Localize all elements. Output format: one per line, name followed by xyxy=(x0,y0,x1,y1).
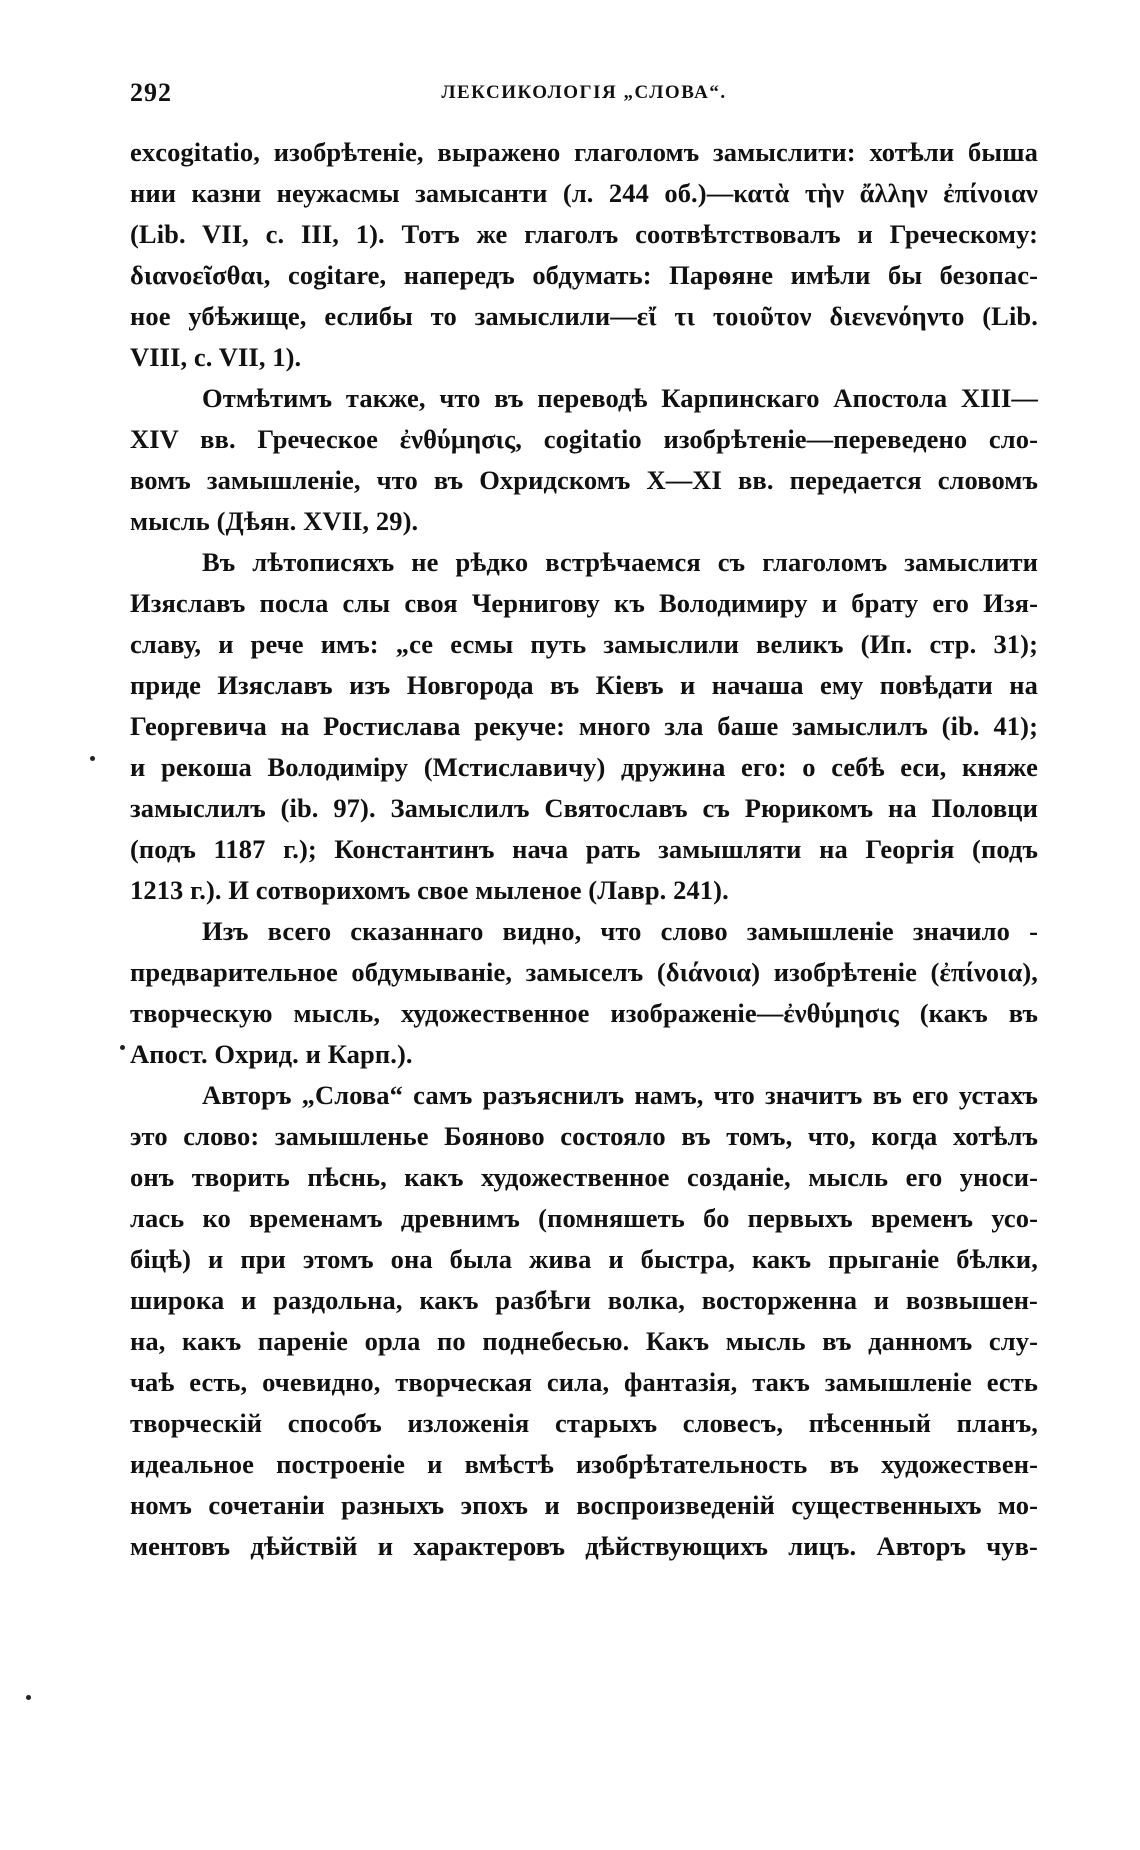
text-line: Георгевича на Ростислава рекуче: много зла баше замыслилъ (ib. 41); xyxy=(130,711,1038,741)
text-line: чаѣ есть, очевидно, творческая сила, фантазія, такъ замышленіе есть xyxy=(130,1367,1038,1397)
text-line: нии казни неужасмы замысанти (л. 244 об.)—κατὰ τὴν ἄλλην ἐπίνοιαν xyxy=(130,178,1038,208)
paragraph-5 xyxy=(130,1075,1038,1567)
paragraph-1 xyxy=(130,132,1038,378)
page-number: 292 xyxy=(130,78,172,107)
text-line: (Lib. VII, c. III, 1). Тотъ же глаголъ соотвѣтствовалъ и Греческому: xyxy=(130,219,1038,249)
text-line: біцѣ) и при этомъ она была жива и быстра, какъ прыганіе бѣлки, xyxy=(130,1244,1038,1274)
text-line: Апост. Охрид. и Карп.). xyxy=(130,1039,413,1069)
text-line: творческій способъ изложенія старыхъ словесъ, пѣсенный планъ, xyxy=(130,1408,1038,1438)
text-line: вомъ замышленіе, что въ Охридскомъ X—XI вв. передается словомъ xyxy=(130,465,1038,495)
text-line: и рекоша Володиміру (Мстиславичу) дружина его: о себѣ еси, княже xyxy=(130,752,1038,782)
page-header xyxy=(130,78,1038,118)
text-line: онъ творить пѣснь, какъ художественное созданіе, мысль его уноси- xyxy=(130,1162,1038,1192)
margin-speck xyxy=(26,1695,31,1700)
text-line: VIII, c. VII, 1). xyxy=(130,342,302,372)
text-line: лась ко временамъ древнимъ (помняшеть бо первыхъ временъ усо- xyxy=(130,1203,1038,1233)
margin-speck xyxy=(120,1045,125,1050)
margin-speck xyxy=(90,756,95,761)
paragraph-3 xyxy=(130,542,1038,911)
text-line: excogitatio, изобрѣтеніе, выражено глаголомъ замыслити: хотѣли быша xyxy=(130,137,1038,167)
text-line: ментовъ дѣйствій и характеровъ дѣйствующихъ лицъ. Авторъ чув- xyxy=(130,1531,1038,1561)
text-line: ное убѣжище, еслибы то замыслили—εἴ τι τοιοῦτον διενενόηντο (Lib. xyxy=(130,301,1038,331)
text-line: Отмѣтимъ также, что въ переводѣ Карпинскаго Апостола XIII— xyxy=(202,383,1038,413)
text-line: Въ лѣтописяхъ не рѣдко встрѣчаемся съ глаголомъ замыслити xyxy=(202,547,1038,577)
text-line: замыслилъ (ib. 97). Замыслилъ Святославъ съ Рюрикомъ на Половци xyxy=(130,793,1038,823)
text-line: διανοεῖσθαι, cogitare, напередъ обдумать: Парѳяне имѣли бы безопас- xyxy=(130,260,1038,290)
text-line: славу, и рече имъ: „се есмы путь замыслили великъ (Ип. стр. 31); xyxy=(130,629,1038,659)
text-line: номъ сочетаніи разныхъ эпохъ и воспроизведеній существенныхъ мо- xyxy=(130,1490,1038,1520)
text-line: на, какъ пареніе орла по поднебесью. Какъ мысль въ данномъ слу- xyxy=(130,1326,1038,1356)
text-line: XIV вв. Греческое ἐνθύμησις, cogitatio изобрѣтеніе—переведено сло- xyxy=(130,424,1038,454)
text-line: (подъ 1187 г.); Константинъ нача рать замышляти на Георгія (подъ xyxy=(130,834,1038,864)
text-line: Авторъ „Слова“ самъ разъяснилъ намъ, что значитъ въ его устахъ xyxy=(202,1080,1038,1110)
text-line: приде Изяславъ изъ Новгорода въ Кіевъ и начаша ему повѣдати на xyxy=(130,670,1038,700)
text-line: это слово: замышленье Бояново состояло въ томъ, что, когда хотѣлъ xyxy=(130,1121,1038,1151)
text-line: Изъ всего сказаннаго видно, что слово замышленіе значило - xyxy=(202,916,1038,946)
text-line: Изяславъ посла слы своя Чернигову къ Володимиру и брату его Изя- xyxy=(130,588,1038,618)
text-line: 1213 г.). И сотворихомъ свое мыленое (Лавр. 241). xyxy=(130,875,729,905)
paragraph-2 xyxy=(130,378,1038,542)
text-line: мысль (Дѣян. XVII, 29). xyxy=(130,506,419,536)
paragraph-4 xyxy=(130,911,1038,1075)
text-line: предварительное обдумываніе, замыселъ (διάνοια) изобрѣтеніе (ἐπίνοια), xyxy=(130,957,1038,987)
book-page xyxy=(130,78,1038,1567)
text-line: идеальное построеніе и вмѣстѣ изобрѣтательность въ художествен- xyxy=(130,1449,1038,1479)
text-line: творческую мысль, художественное изображеніе—ἐνθύμησις (какъ въ xyxy=(130,998,1038,1028)
text-line: широка и раздольна, какъ разбѣги волка, восторженна и возвышен- xyxy=(130,1285,1038,1315)
running-head: ЛЕКСИКОЛОГІЯ „СЛОВА“. xyxy=(441,82,727,103)
